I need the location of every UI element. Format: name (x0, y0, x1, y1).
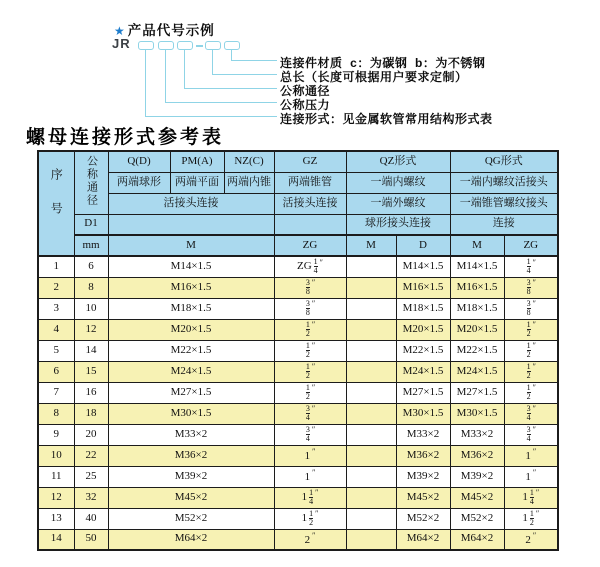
header-col-nz: NZ(C) (224, 151, 274, 172)
table-row (38, 382, 558, 403)
header-conn-union: 活接头连接 (108, 193, 274, 214)
cell-qg-zg: 2 ″ (504, 529, 558, 550)
cell-qz-d: M30×1.5 (396, 403, 450, 424)
table-row (38, 466, 558, 487)
cell-qg-m: M22×1.5 (450, 340, 504, 361)
code-box-4 (205, 41, 221, 50)
cell-dn: 18 (74, 403, 108, 424)
cell-qg-zg: 1 $\frac{1}{2}$ ″ (504, 508, 558, 529)
code-dash (196, 45, 203, 47)
header-conn-qg: 一端锥管螺纹接头 (450, 193, 558, 214)
cell-qz-m (346, 319, 396, 340)
cell-dn: 8 (74, 277, 108, 298)
cell-m: M36×2 (108, 445, 274, 466)
cell-qz-m (346, 529, 396, 550)
header-unit-qz-m: M (346, 235, 396, 256)
cell-seq: 5 (38, 340, 74, 361)
header-sub-qg: 一端内螺纹活接头 (450, 172, 558, 193)
code-box-5 (224, 41, 240, 50)
table-row (38, 424, 558, 445)
header-dn: 公称通径 (74, 151, 108, 214)
cell-m: M45×2 (108, 487, 274, 508)
diagram-label-diameter: 公称通径 (280, 84, 331, 98)
cell-qg-zg: 1 ″ (504, 445, 558, 466)
header-blank-gz (274, 214, 346, 235)
cell-qg-zg: $\frac{3}{4}$ ″ (504, 403, 558, 424)
cell-qz-d: M36×2 (396, 445, 450, 466)
table-row (38, 361, 558, 382)
cell-m: M64×2 (108, 529, 274, 550)
cell-qg-m: M16×1.5 (450, 277, 504, 298)
cell-qg-zg: $\frac{1}{4}$ ″ (504, 256, 558, 277)
cell-gz-zg: $\frac{1}{2}$ ″ (274, 340, 346, 361)
cell-qg-m: M33×2 (450, 424, 504, 445)
cell-dn: 14 (74, 340, 108, 361)
cell-qg-zg: $\frac{1}{2}$ ″ (504, 340, 558, 361)
cell-qz-m (346, 256, 396, 277)
cell-gz-zg: 1 $\frac{1}{4}$ ″ (274, 487, 346, 508)
cell-qz-m (346, 340, 396, 361)
table-row (38, 529, 558, 550)
cell-qz-d: M20×1.5 (396, 319, 450, 340)
cell-seq: 14 (38, 529, 74, 550)
cell-gz-zg: $\frac{3}{8}$ ″ (274, 298, 346, 319)
header-col-qg: QG形式 (450, 151, 558, 172)
table-row (38, 445, 558, 466)
cell-qz-m (346, 424, 396, 445)
code-box-1 (138, 41, 154, 50)
diagram-label-length: 总长（长度可根据用户要求定制） (280, 70, 468, 84)
header-conn-qz: 一端外螺纹 (346, 193, 450, 214)
table-row (38, 277, 558, 298)
cell-dn: 10 (74, 298, 108, 319)
cell-qg-m: M14×1.5 (450, 256, 504, 277)
cell-gz-zg: $\frac{1}{2}$ ″ (274, 382, 346, 403)
cell-gz-zg: $\frac{3}{8}$ ″ (274, 277, 346, 298)
cell-dn: 22 (74, 445, 108, 466)
connector-line-5 (145, 50, 277, 117)
cell-seq: 6 (38, 361, 74, 382)
cell-dn: 16 (74, 382, 108, 403)
cell-seq: 2 (38, 277, 74, 298)
cell-gz-zg: 1 ″ (274, 445, 346, 466)
cell-m: M14×1.5 (108, 256, 274, 277)
cell-qg-zg: 1 $\frac{1}{4}$ ″ (504, 487, 558, 508)
header-unit-qz-d: D (396, 235, 450, 256)
cell-gz-zg: 1 $\frac{1}{2}$ ″ (274, 508, 346, 529)
table-row (38, 487, 558, 508)
cell-qg-zg: $\frac{3}{8}$ ″ (504, 277, 558, 298)
cell-qg-m: M64×2 (450, 529, 504, 550)
cell-m: M20×1.5 (108, 319, 274, 340)
diagram-label-conn-form: 连接形式：见金属软管常用结构形式表 (280, 112, 493, 126)
cell-dn: 25 (74, 466, 108, 487)
cell-dn: 32 (74, 487, 108, 508)
cell-qg-zg: $\frac{3}{8}$ ″ (504, 298, 558, 319)
cell-m: M24×1.5 (108, 361, 274, 382)
cell-qz-d: M14×1.5 (396, 256, 450, 277)
table-row (38, 508, 558, 529)
cell-gz-zg: $\frac{1}{2}$ ″ (274, 319, 346, 340)
header-col-gz: GZ (274, 151, 346, 172)
cell-dn: 6 (74, 256, 108, 277)
cell-qz-m (346, 487, 396, 508)
cell-gz-zg: $\frac{1}{2}$ ″ (274, 361, 346, 382)
header-unit-m: M (108, 235, 274, 256)
table-row (38, 256, 558, 277)
cell-dn: 50 (74, 529, 108, 550)
cell-m: M33×2 (108, 424, 274, 445)
cell-qg-m: M24×1.5 (450, 361, 504, 382)
cell-m: M30×1.5 (108, 403, 274, 424)
table-row (38, 298, 558, 319)
header-blank-left (108, 214, 274, 235)
header-conn-qz-ball: 球形接头连接 (346, 214, 450, 235)
cell-seq: 1 (38, 256, 74, 277)
header-seq: 序号 (38, 151, 74, 256)
cell-qz-d: M22×1.5 (396, 340, 450, 361)
cell-qg-zg: $\frac{1}{2}$ ″ (504, 319, 558, 340)
cell-qz-m (346, 445, 396, 466)
header-sub-q: 两端球形 (108, 172, 170, 193)
product-code-prefix: JR (112, 36, 131, 51)
cell-qg-m: M27×1.5 (450, 382, 504, 403)
cell-gz-zg: $\frac{3}{4}$ ″ (274, 424, 346, 445)
cell-qz-d: M52×2 (396, 508, 450, 529)
cell-seq: 4 (38, 319, 74, 340)
cell-qz-m (346, 361, 396, 382)
header-col-q: Q(D) (108, 151, 170, 172)
cell-qz-d: M45×2 (396, 487, 450, 508)
header-sub-qz: 一端内螺纹 (346, 172, 450, 193)
cell-dn: 40 (74, 508, 108, 529)
cell-qg-m: M18×1.5 (450, 298, 504, 319)
cell-qg-m: M39×2 (450, 466, 504, 487)
cell-m: M27×1.5 (108, 382, 274, 403)
header-conn-qg-join: 连接 (450, 214, 558, 235)
table-row (38, 340, 558, 361)
cell-qz-d: M18×1.5 (396, 298, 450, 319)
cell-seq: 8 (38, 403, 74, 424)
cell-qg-m: M45×2 (450, 487, 504, 508)
cell-qz-d: M33×2 (396, 424, 450, 445)
table-row (38, 403, 558, 424)
cell-qz-m (346, 466, 396, 487)
cell-qg-zg: 1 ″ (504, 466, 558, 487)
cell-qz-m (346, 508, 396, 529)
cell-seq: 3 (38, 298, 74, 319)
header-mm: mm (74, 235, 108, 256)
cell-dn: 20 (74, 424, 108, 445)
cell-m: M16×1.5 (108, 277, 274, 298)
cell-qz-d: M27×1.5 (396, 382, 450, 403)
cell-qz-m (346, 277, 396, 298)
cell-qz-d: M64×2 (396, 529, 450, 550)
cell-qg-zg: $\frac{1}{2}$ ″ (504, 361, 558, 382)
cell-seq: 9 (38, 424, 74, 445)
cell-gz-zg: 1 ″ (274, 466, 346, 487)
cell-qz-d: M16×1.5 (396, 277, 450, 298)
cell-qz-d: M39×2 (396, 466, 450, 487)
cell-seq: 10 (38, 445, 74, 466)
header-conn-gz: 活接头连接 (274, 193, 346, 214)
code-box-2 (158, 41, 174, 50)
header-unit-gz-zg: ZG (274, 235, 346, 256)
cell-gz-zg: $\frac{3}{4}$ ″ (274, 403, 346, 424)
cell-dn: 15 (74, 361, 108, 382)
star-icon: ★ (114, 24, 126, 38)
header-col-qz: QZ形式 (346, 151, 450, 172)
header-d1: D1 (74, 214, 108, 235)
nut-connection-table (37, 150, 559, 551)
cell-m: M18×1.5 (108, 298, 274, 319)
table-body (38, 256, 558, 550)
cell-gz-zg: ZG $\frac{1}{4}$ ″ (274, 256, 346, 277)
cell-m: M39×2 (108, 466, 274, 487)
cell-m: M22×1.5 (108, 340, 274, 361)
header-unit-qg-zg: ZG (504, 235, 558, 256)
header-sub-pm: 两端平面 (170, 172, 224, 193)
cell-qz-m (346, 298, 396, 319)
cell-seq: 13 (38, 508, 74, 529)
cell-seq: 12 (38, 487, 74, 508)
header-sub-nz: 两端内锥 (224, 172, 274, 193)
cell-gz-zg: 2 ″ (274, 529, 346, 550)
cell-qg-zg: $\frac{1}{2}$ ″ (504, 382, 558, 403)
cell-seq: 11 (38, 466, 74, 487)
diagram-label-pressure: 公称压力 (280, 98, 331, 112)
cell-qz-d: M24×1.5 (396, 361, 450, 382)
cell-qz-m (346, 403, 396, 424)
code-box-3 (177, 41, 193, 50)
header-unit-qg-m: M (450, 235, 504, 256)
cell-qg-m: M20×1.5 (450, 319, 504, 340)
header-col-pm: PM(A) (170, 151, 224, 172)
table-row (38, 319, 558, 340)
cell-qg-m: M36×2 (450, 445, 504, 466)
table-title: 螺母连接形式参考表 (26, 127, 225, 148)
cell-m: M52×2 (108, 508, 274, 529)
cell-qg-m: M30×1.5 (450, 403, 504, 424)
header-sub-gz: 两端锥管 (274, 172, 346, 193)
cell-qz-m (346, 382, 396, 403)
cell-qg-zg: $\frac{3}{4}$ ″ (504, 424, 558, 445)
cell-dn: 12 (74, 319, 108, 340)
cell-seq: 7 (38, 382, 74, 403)
diagram-label-material: 连接件材质 c：为碳钢 b：为不锈钢 (280, 56, 486, 70)
product-code-heading-text: 产品代号示例 (127, 23, 215, 38)
cell-qg-m: M52×2 (450, 508, 504, 529)
